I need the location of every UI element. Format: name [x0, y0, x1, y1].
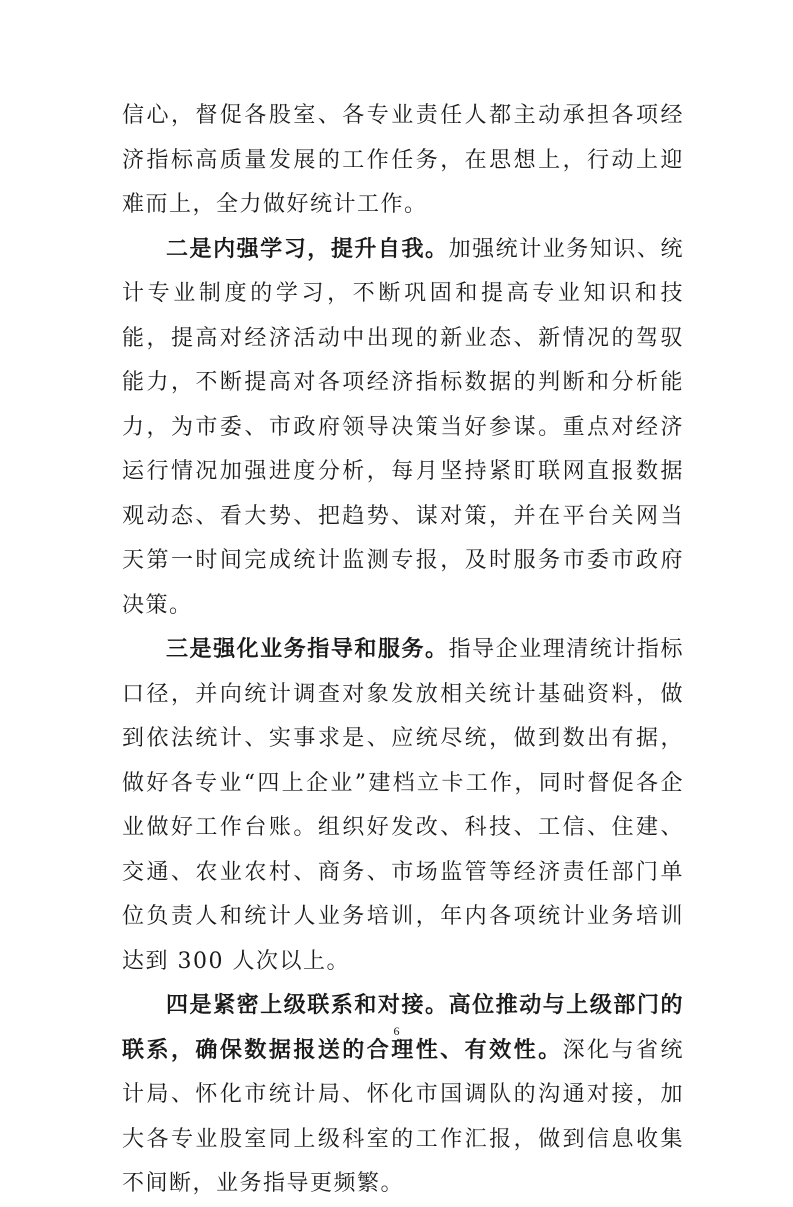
paragraph-2 [122, 228, 684, 629]
body-text [122, 94, 684, 1207]
paragraph-1-text: 信心，督促各股室、各专业责任人都主动承担各项经济指标高质量发展的工作任务，在思想上，行动上迎难而上，全力做好统计工作。 [122, 103, 684, 217]
paragraph-4-text: 深化与省统计局、怀化市统计局、怀化市国调队的沟通对接，加大各专业股室同上级科室的工作汇报，做到信息收集不间断，业务指导更频繁。 [122, 1037, 684, 1196]
paragraph-3-text: 指导企业理清统计指标口径，并向统计调查对象发放相关统计基础资料，做到依法统计、实事求是、应统尽统，做到数出有据，做好各专业“四上企业”建档立卡工作，同时督促各企业做好工作台账。组织好发改、科技、工信、住建、交通、农业农村、商务、市场监管等经济责任部门单位负责人和统计人业务培训，年内各项统计业务培训达到 300 人次以上。 [122, 637, 684, 974]
paragraph-1 [122, 94, 684, 228]
paragraph-4-heading: 四是紧密上级联系和对接。高位推动与上级部门的联系，确保数据报送的合理性、有效性。 [122, 993, 684, 1063]
paragraph-4 [122, 984, 684, 1207]
paragraph-2-heading: 二是内强学习，提升自我。 [166, 236, 449, 262]
paragraph-2-text: 加强统计业务知识、统计专业制度的学习，不断巩固和提高专业知识和技能，提高对经济活动中出现的新业态、新情况的驾驭能力，不断提高对各项经济指标数据的判断和分析能力，为市委、市政府领导决策当好参谋。重点对经济运行情况加强进度分析，每月坚持紧盯联网直报数据观动态、看大势、把趋势、谋对策，并在平台关网当天第一时间完成统计监测专报，及时服务市委市政府决策。 [122, 236, 684, 618]
page-number: 6 [393, 1024, 400, 1038]
paragraph-3-heading: 三是强化业务指导和服务。 [166, 637, 449, 662]
paragraph-3 [122, 628, 684, 984]
